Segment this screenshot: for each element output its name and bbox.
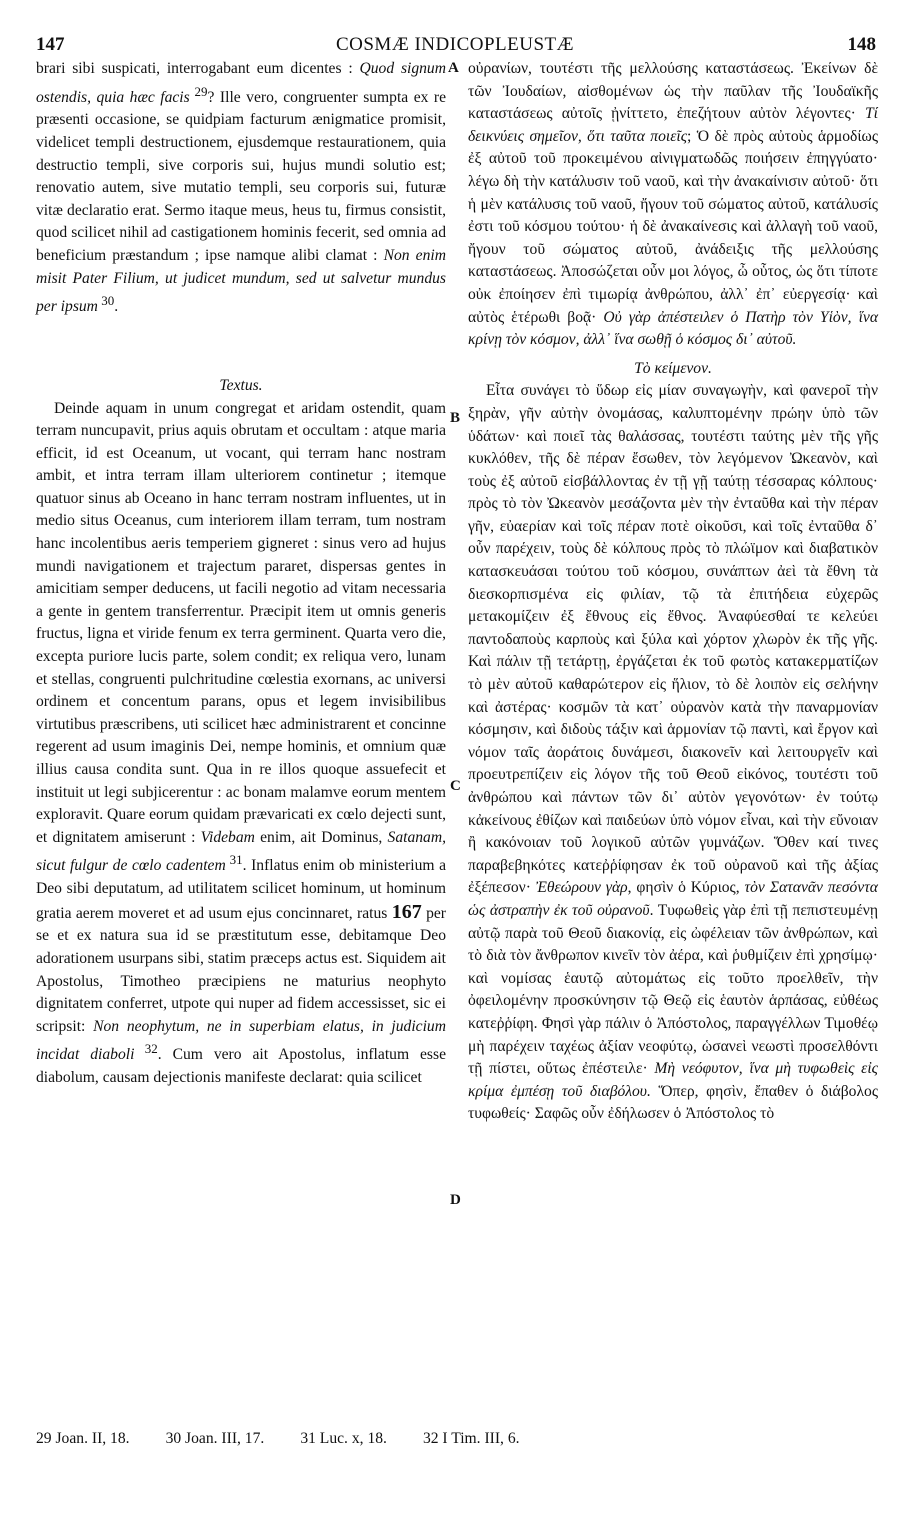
latin-column	[36, 58, 446, 1090]
running-title: COSMÆ INDICOPLEUSTÆ	[335, 34, 575, 55]
section-marker-c: C	[450, 778, 461, 794]
greek-paragraph-1: οὐρανίων, τουτέστι τῆς μελλούσης καταστάσεως. Ἐκείνων δὲ τῶν Ἰουδαίων, αἰσθομένων ὡς τὴν παῦλαν τῆς Ἰουδαϊκῆς καταστάσεως αὐτοῖς ᾐνίττετο, ἐπεζήτουν αὐτὸν λέγοντες· Τί δεικνύεις σημεῖον, ὅτι ταῦτα ποιεῖς; Ὁ δὲ πρὸς αὐτοὺς ἁρμοδίως ἐξ αὐτοῦ τοῦ προκειμένου αἰνιγματωδῶς ποιήσειν ἐπηγγύατο· λέγω δὴ τὴν κατάλυσιν τοῦ ναοῦ, καὶ τὴν ἀνακαίνισιν αὐτοῦ· ὅτι ἡ μὲν κατάλυσις τοῦ ναοῦ, ἤγουν τοῦ σώματος αὐτοῦ, κατάλυσίς ἐστι τοῦ κόσμου τούτου· ἡ δὲ ἀνακαίνεσις καὶ ἀλλαγὴ τοῦ ναοῦ, ἤγουν τοῦ σώματος αὐτοῦ, ἀνάδειξις τῆς μελλούσης καταστάσεως. Ἀποσώζεται οὖν μοι λόγος, ὦ οὗτος, ὡς ὅτι τίποτε οὐκ ἐποίησεν ἐπὶ τιμωρίᾳ ἀνθρώπου, ἀλλ᾽ ἐπ᾽ εὐεργεσίᾳ· καὶ αὐτὸς ἑτέρωθι βοᾷ· Οὐ γὰρ ἀπέστειλεν ὁ Πατὴρ τὸν Υἱὸν, ἵνα κρίνῃ τὸν κόσμον, ἀλλ᾽ ἵνα σωθῇ ὁ κόσμος δι᾽ αὐτοῦ.	[468, 60, 879, 349]
page-number-right: 148	[847, 34, 876, 55]
latin-paragraph-2: Deinde aquam in unum congregat et aridam ostendit, quam terram nuncupavit, prius aquis obrutam et occultam : atque maria efficit, id est Oceanum, ut vocant, qui terram hanc nostram ambit, et intra terram illam ulteriorem continetur ; itemque quatuor sinus ab Oceano in hanc terram nostram influentes, ut in medio situs Oceanus, cum interiorem illam terram, tum nostram hanc incolentibus aeris temperiem gigneret : sinus vero ad hujus mundi navigationem et trajectum pararet, dispersas gentes in amicitiam semper deducens, ut facili negotio ad vitam necessaria a gente in gentem transferrentur. Præcipit item ut omnis generis fructus, ligna et viride fenum ex terra germinent. Quarta vero die, excepta puriore lucis parte, solem condit; ex reliqua vero, lunam et stellas, congruenti pulchritudine cœlestia exornans, ac universi ordinem et concentum parans, opus et legem invisibilibus virtutibus præscribens, uti scilicet hæc administrarent et concinne regerent ad usum imaginis Dei, nempe hominis, et omnium quæ illius causa condita sunt. Qua in re illos quoque assuefecit et instituit ut legi subjicerentur : ac bonam malamve eorum mentem exploravit. Quare eorum quidam prævaricati ex cœlo dejecti sunt, et dignitatem amiserunt : Videbam enim, ait Dominus, Satanam, sicut fulgur de cœlo cadentem $^{31}$. Inflatus enim ob ministerium a Deo sibi deputatum, ad utilitatem scilicet hominum, ut hominum gratia aerem moveret et ad usum ejus concinnaret, ratus 167 per se et ex natura sua id se præstitutum esse, debitamque Deo adorationem usurpans sibi, statim præceps actus est. Siquidem ait Apostolus, Timotheo præcipiens ne maturius neophyto dignitatem conferret, utpote qui nuper ad fidem accessisset, sic ei scripsit: Non neophytum, ne in superbiam elatus, in judicium incidat diaboli $^{32}$. Cum vero ait Apostolus, inflatum esse diabolum, causam dejectionis manifeste declarat: quia scilicet	[36, 399, 447, 1087]
page-header	[0, 34, 910, 56]
footnote-30: 30 Joan. III, 17.	[165, 1430, 265, 1447]
footnote-29: 29 Joan. II, 18.	[36, 1430, 130, 1447]
section-marker-a: A	[448, 60, 459, 76]
page-number-left: 147	[36, 34, 65, 55]
latin-section-title: Textus.	[219, 376, 263, 394]
greek-section-title: Τὸ κείμενον.	[634, 359, 712, 377]
section-marker-b: B	[450, 410, 461, 426]
section-marker-d: D	[450, 1192, 461, 1208]
footnote-31: 31 Luc. x, 18.	[300, 1430, 387, 1447]
footnotes	[36, 1430, 876, 1448]
greek-column	[468, 58, 878, 1126]
footnote-32: 32 I Tim. III, 6.	[422, 1430, 520, 1447]
latin-paragraph-1: brari sibi suspicati, interrogabant eum dicentes : Quod signum ostendis, quia hæc facis $^{29}$? Ille vero, congruenter sumpta ex re præsenti occasione, se quidpiam facturum ænigmatice promisit, videlicet templi destructionem, ejusdemque restaurationem, quia destructio templi, sive corporis sui, hujus mundi solutio est; renovatio autem, sive mutatio templi, seu corporis sui, futuræ vitæ declaratio erat. Sermo itaque meus, heus tu, firmus consistit, quod scilicet nihil ad castigationem hominis fecerit, sed omnia ad beneficium præstandum ; ipse namque alibi clamat : Non enim misit Pater Filium, ut judicet mundum, sed ut salvetur mundus per ipsum $^{30}$.	[36, 60, 447, 316]
column-number-167: 167	[391, 900, 422, 923]
greek-paragraph-2: Εἶτα συνάγει τὸ ὕδωρ εἰς μίαν συναγωγὴν, καὶ φανεροῖ τὴν ξηρὰν, γῆν αὐτὴν ὀνομάσας, καλυπτομένην πρώην ὑπὸ τῶν ὑδάτων· καὶ ποιεῖ τὰς θαλάσσας, τουτέστι ταύτης μὲν τῆς γῆς κυκλόθεν, τῆς δὲ πέραν ἔσωθεν, τὸν λεγόμενον Ὠκεανὸν, καὶ τοὺς ἐξ αὐτοῦ εἰσβάλλοντας ἐν τῇ γῇ ταύτῃ τέσσαρας κόλπους· πρὸς τὸ τὸν Ὠκεανὸν μεσάζοντα μὲν τὴν ἐνταῦθα καὶ τὴν πέραν γῆν, εὐαερίαν καὶ τοῖς πέραν ποτὲ οἰκοῦσι, καὶ τοῖς ἐνταῦθα δ᾽ οὖν παρέχειν, τοὺς δὲ κόλπους πρὸς τὸ πλώϊμον καὶ διαβατικὸν κατασκευάσαι τούτου τοῦ κόσμου, συνάπτων ἀεὶ τὰ ἔθνη τὰ διεσκορπισμένα εἰς φιλίαν, τῷ τὰ ἐπιτήδεια εὐχερῶς μετακομίζειν ἐξ ἔθνους εἰς ἔθνος. Ἀναφύεσθαί τε κελεύει παντοδαποὺς καρποὺς καὶ ξύλα καὶ χόρτον χλωρὸν ἐκ τῆς γῆς. Καὶ πάλιν τῇ τετάρτῃ, ἐργάζεται ἐκ τοῦ φωτὸς κατακερματίζων τὸ μὲν αὐτοῦ καθαρώτερον εἰς ἥλιον, τὸ δὲ λοιπὸν εἰς σελήνην καὶ ἀστέρας· κοσμῶν τὰ κατ᾽ οὐρανὸν κατὰ τὴν παναρμονίαν κόσμησιν, καὶ διδοὺς τάξιν καὶ ἁρμονίαν τῷ παντὶ, καὶ ἔργον καὶ νόμον ταῖς ἀοράτοις δυνάμεσι, διακονεῖν καὶ λειτουργεῖν καὶ προευτρεπίζειν εἰς λόγον τῆς τοῦ Θεοῦ εἰκόνος, τουτέστι τοῦ ἀνθρώπου καὶ πάντων τῶν δι᾽ αὐτὸν γεγονότων· ἐν τούτῳ κἀκείνους ἐθίζων καὶ παιδεύων ὑπὸ νόμον εἶναι, καὶ τὴν εὔνοιαν ἢ κακόνοιαν τοῦ λογικοῦ αὐτῶν γυμνάζων. Ὅθεν καί τινες παραβεβηκότες κατεῤῥίφησαν ἐκ τοῦ οὐρανοῦ καὶ τῆς ἀξίας ἐξέπεσον· Ἐθεώρουν γὰρ, φησὶν ὁ Κύριος, τὸν Σατανᾶν πεσόντα ὡς ἀστραπὴν ἐκ τοῦ οὐρανοῦ. Τυφωθεὶς γὰρ ἐπὶ τῇ πεπιστευμένῃ αὐτῷ παρὰ τοῦ Θεοῦ διακονίᾳ, εἰς ὠφέλειαν τῶν ἀνθρώπων, καὶ τὸ διὰ τὸν ἄνθρωπον κινεῖν τὸν ἀέρα, καὶ ῥυθμίζειν ἐπὶ χρησίμῳ· καὶ νομίσας ἑαυτῷ αὐτομάτως εἰς τοῦτο προελθεῖν, τὴν ὀφειλομένην προσκύνησιν τῷ Θεῷ εἰς ἑαυτὸν ἁρπάσας, εὐθέως κατεῤῥίφη. Φησὶ γὰρ πάλιν ὁ Ἀπόστολος, παραγγέλλων Τιμοθέῳ μὴ παρέχειν ταχέως ἀξίαν νεοφύτῳ, ὡσανεὶ νεωστὶ προσελθόντι τῇ πίστει, οὕτως ἐπέστειλε· Μὴ νεόφυτον, ἵνα μὴ τυφωθεὶς εἰς κρίμα ἐμπέσῃ τοῦ διαβόλου. Ὅπερ, φησὶν, ἔπαθεν ὁ διάβολος τυφωθείς· Σαφῶς οὖν ἐδήλωσεν ὁ Ἀπόστολος τὸ	[468, 382, 878, 1123]
